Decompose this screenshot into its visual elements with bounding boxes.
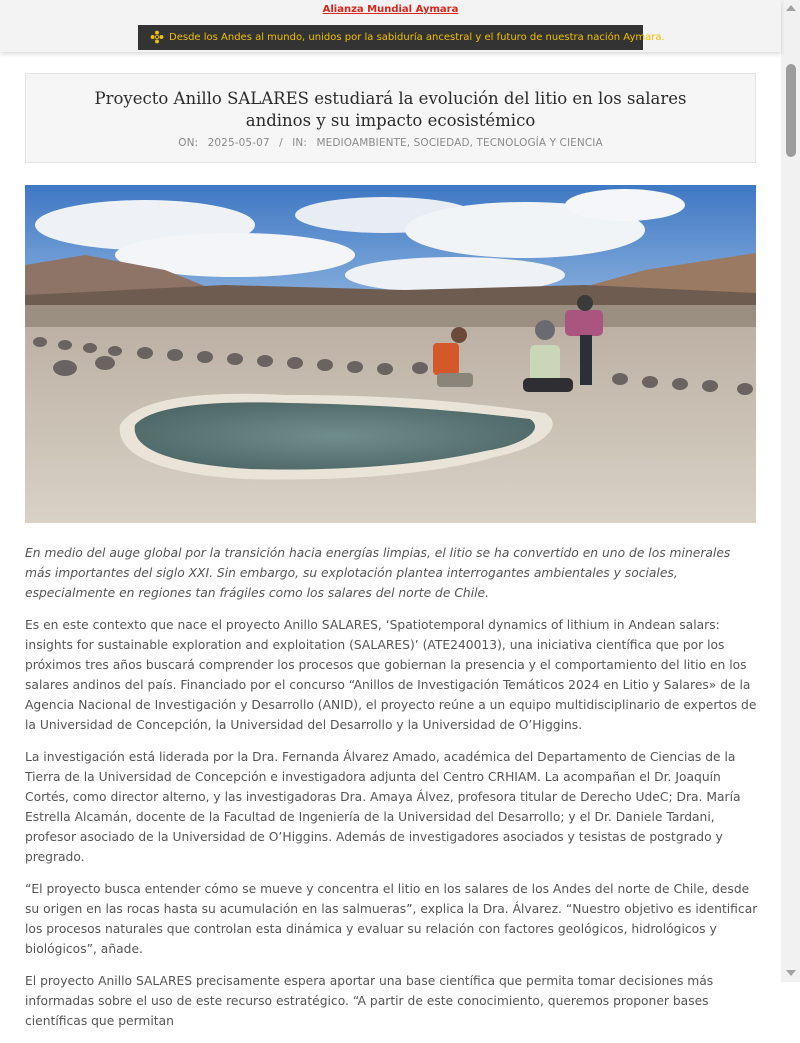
ticker-text: Desde los Andes al mundo, unidos por la sabiduría ancestral y el futuro de nuestra nación Aymara. bbox=[169, 32, 665, 43]
article-meta bbox=[26, 137, 755, 149]
article-header bbox=[25, 73, 756, 163]
site-link[interactable]: Alianza Mundial Aymara bbox=[322, 4, 459, 15]
article-body bbox=[25, 543, 758, 1043]
chevron-down-icon[interactable] bbox=[786, 970, 796, 976]
article-paragraph: El proyecto Anillo SALARES precisamente espera aportar una base científica que permita tomar decisiones más informadas sobre el uso de este recurso estratégico. “A partir de este conocimiento, queremos proponer bases científicas que permitan bbox=[25, 974, 714, 1028]
top-bar bbox=[0, 0, 781, 52]
meta-categories[interactable]: MEDIOAMBIENTE, SOCIEDAD, TECNOLOGÍA Y CIENCIA bbox=[316, 137, 603, 149]
meta-on-label: ON: bbox=[178, 137, 199, 149]
article-paragraph: “El proyecto busca entender cómo se mueve y concentra el litio en los salares de los Andes del norte de Chile, desde su origen en las rocas hasta su acumulación en las salmueras”, explica la Dra. Álvarez. “Nuestro objetivo es identificar los procesos naturales que controlan esta dinámica y evaluar su relación con factores geológicos, hidrológicos y biológicos”, añade. bbox=[25, 882, 758, 956]
meta-date: 2025-05-07 bbox=[207, 137, 270, 149]
article-title: Proyecto Anillo SALARES estudiará la evolución del litio en los salares andinos y su impacto ecosistémico bbox=[94, 89, 687, 130]
hero-image bbox=[25, 185, 756, 523]
article-paragraph: La investigación está liderada por la Dra. Fernanda Álvarez Amado, académica del Departamento de Ciencias de la Tierra de la Universidad de Concepción e investigadora adjunta del Centro CRHIAM. La acompañan el Dr. Joaquín Cortés, como director alterno, y las investigadoras Dra. Amaya Álvez, profesora titular de Derecho UdeC; Dra. María Estrella Alcamán, docente de la Facultad de Ingeniería de la Universidad del Desarrollo; y el Dr. Daniele Tardani, profesor asociado de la Universidad de O’Higgins. Además de investigadores asociados y tesistas de postgrado y pregrado. bbox=[25, 750, 741, 864]
meta-separator: / bbox=[279, 137, 283, 149]
article-paragraph: Es en este contexto que nace el proyecto Anillo SALARES, ‘Spatiotemporal dynamics of lithium in Andean salars: insights for sustainable exploration and exploitation (SALARES)’ (ATE240013), una iniciativa científica que por los próximos tres años buscará comprender los procesos que gobiernan la presencia y el comportamiento del litio en los salares andinos del país. Financiado por el concurso “Anillos de Investigación Temáticos 2024 en Litio y Salares» de la Agencia Nacional de Investigación y Desarrollo (ANID), el proyecto reúne a un equipo multidisciplinario de expertos de la Universidad de Concepción, la Universidad del Desarrollo y la Universidad de O’Higgins. bbox=[25, 618, 757, 732]
article-lead: En medio del auge global por la transición hacia energías limpias, el litio se ha convertido en uno de los minerales más importantes del siglo XXI. Sin embargo, su explotación plantea interrogantes ambientales y sociales, especialmente en regiones tan frágiles como los salares del norte de Chile. bbox=[25, 546, 731, 600]
scrollbar-thumb[interactable] bbox=[786, 64, 796, 157]
salar-landscape-image bbox=[25, 185, 756, 523]
chevron-up-icon[interactable] bbox=[786, 5, 796, 11]
scrollbar[interactable] bbox=[781, 0, 800, 982]
sun-flower-icon bbox=[150, 30, 164, 44]
meta-in-label: IN: bbox=[292, 137, 307, 149]
announcement-ticker bbox=[138, 25, 665, 50]
